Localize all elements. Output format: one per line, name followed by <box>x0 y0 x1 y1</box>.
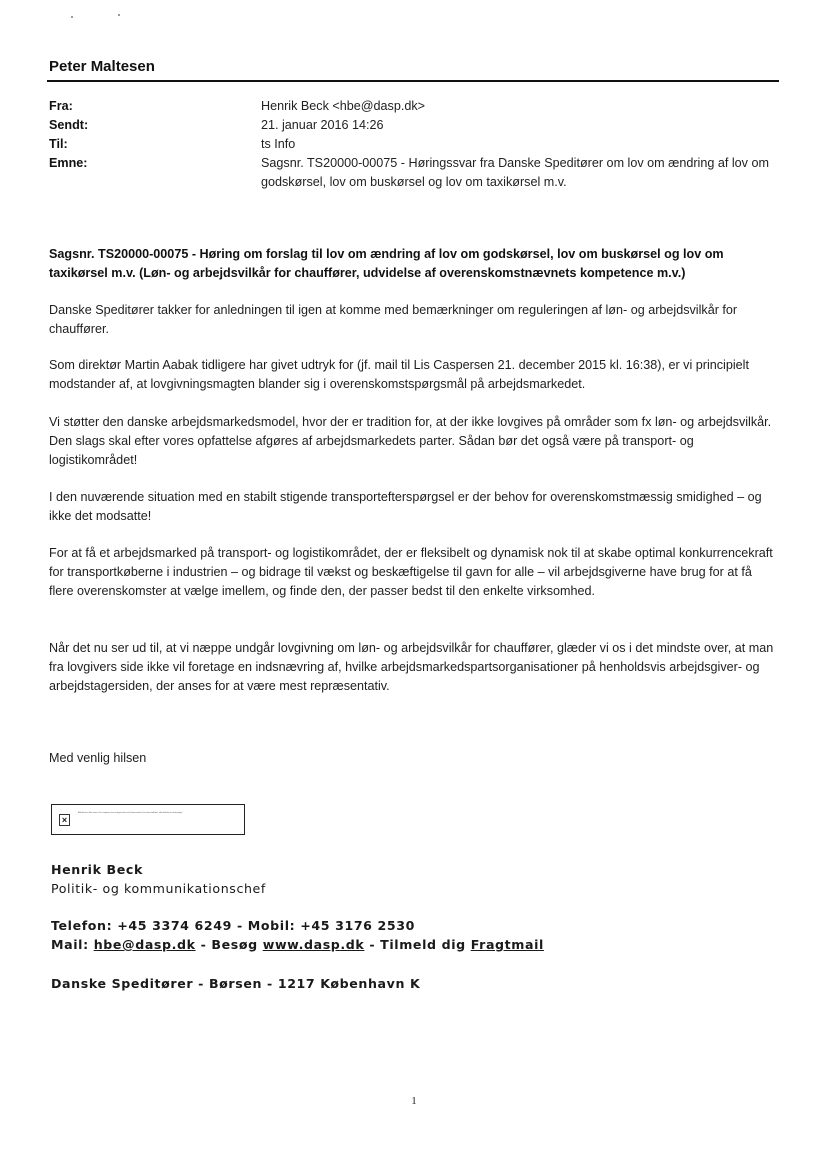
from-value: Henrik Beck <hbe@dasp.dk> <box>261 99 426 113</box>
body-paragraph: For at få et arbejdsmarked på transport- og logistikområdet, der er fleksibelt og dynamisk nok til at skabe optimal konkurrencekraft for transportkøberne i industrien – og bidrage til vækst og beskæftigelse til gavn for alle – vil arbejdsgiverne have brug for at få flere overenskomster at vælge imellem, og finde den, der passer bedst til den enkelte virksomhed. <box>49 546 773 598</box>
subject-heading: Sagsnr. TS20000-00075 - Høring om forslag til lov om ændring af lov om godskørsel, lov om buskørsel og lov om taxikørsel m.v. (Løn- og arbejdsvilkår for chauffører, udvidelse af overenskomstnævnets kompetence m.v.) <box>49 247 724 280</box>
to-label: Til: <box>49 137 68 151</box>
scan-speck <box>118 14 120 16</box>
body-paragraph: I den nuværende situation med en stabilt stigende transportefterspørgsel er der behov for overenskomstmæssig smidighed – og ikke det modsatte! <box>49 490 762 523</box>
to-value: ts Info <box>261 137 296 151</box>
body-paragraph: Som direktør Martin Aabak tidligere har givet udtryk for (jf. mail til Lis Caspersen 21. december 2015 kl. 16:38), er vi principielt modstander af, at lovgivningsmagten blander sig i overenskomstspørgsmål på arbejdsmarkedet. <box>49 358 749 391</box>
signature-title: Politik- og kommunikationschef <box>51 881 266 896</box>
subject-label: Emne: <box>49 156 88 170</box>
email-link[interactable]: hbe@dasp.dk <box>93 937 196 952</box>
scan-speck <box>71 16 73 18</box>
website-link[interactable]: www.dasp.dk <box>262 937 365 952</box>
body-paragraph: Vi støtter den danske arbejdsmarkedsmodel, hvor der er tradition for, at der ikke lovgives på områder som fx løn- og arbejdsvilkår. Den slags skal efter vores opfattelse afgøres af arbejdsmarkedets parter. Sådan bør det også være på transport- og logistikområdet! <box>49 415 772 467</box>
from-label: Fra: <box>49 99 73 113</box>
closing-greeting: Med venlig hilsen <box>49 751 147 765</box>
header-divider <box>47 80 779 82</box>
body-paragraph: Danske Speditører takker for anledningen til igen at komme med bemærkninger om reguleringen af løn- og arbejdsvilkår for chauffører. <box>49 303 738 336</box>
to-row <box>49 135 779 154</box>
sent-value: 21. januar 2016 14:26 <box>261 118 384 132</box>
page-number: 1 <box>411 1095 417 1107</box>
signature-address: Danske Speditører - Børsen - 1217 København K <box>51 976 421 991</box>
signature-contact-line <box>51 937 781 952</box>
signup-label: - Tilmeld dig <box>364 937 471 952</box>
broken-logo-image <box>51 804 245 835</box>
image-alt-text: Billedet kan ikke vises. Din computer har muligvis ikke nok hukommelse til at åbne billedet, eller billedet er beskadiget. <box>78 812 183 814</box>
sent-row <box>49 116 779 135</box>
signature-name: Henrik Beck <box>51 862 143 877</box>
body-paragraph: Når det nu ser ud til, at vi næppe undgår lovgivning om løn- og arbejdsvilkår for chauffører, glæder vi os i det mindste over, at man fra lovgivers side ikke vil foretage en indsnævring af, hvilke arbejdsmarkedspartsorganisationer på henholdsvis arbejdsgiver- og arbejdstagersiden, der anses for at være mest repræsentativ. <box>49 641 774 693</box>
sender-name: Peter Maltesen <box>49 58 155 75</box>
subject-value: Sagsnr. TS20000-00075 - Høringssvar fra Danske Speditører om lov om ændring af lov om godskørsel, lov om buskørsel og lov om taxikørsel m.v. <box>261 156 769 189</box>
email-header <box>49 97 779 192</box>
broken-image-icon: × <box>59 814 70 826</box>
from-row <box>49 97 779 116</box>
mail-label: Mail: <box>51 937 94 952</box>
visit-label: - Besøg <box>195 937 263 952</box>
sent-label: Sendt: <box>49 118 89 132</box>
subject-row <box>49 154 779 192</box>
signature-phone: Telefon: +45 3374 6249 - Mobil: +45 3176 2530 <box>51 918 415 933</box>
newsletter-link[interactable]: Fragtmail <box>470 937 544 952</box>
